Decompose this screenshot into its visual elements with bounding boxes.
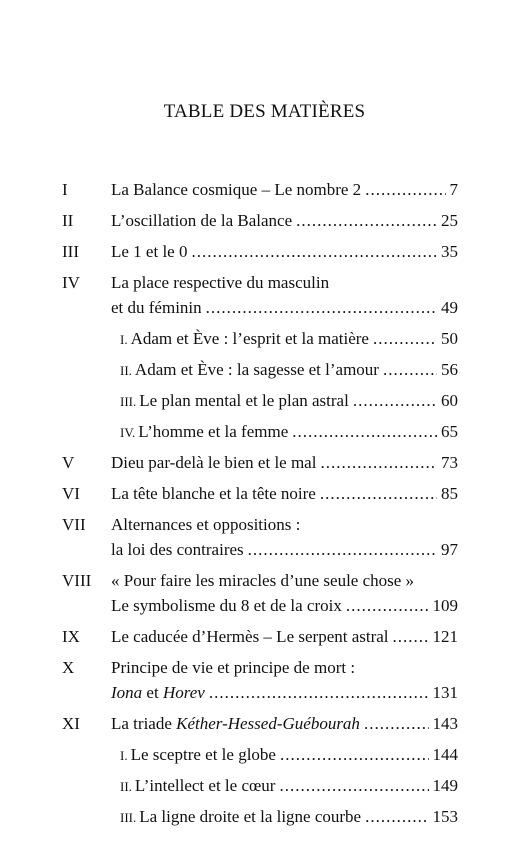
leader-dots (279, 773, 428, 798)
chapter-number: III (62, 242, 79, 261)
leader-dots (320, 450, 437, 475)
leader-dots (346, 593, 429, 618)
chapter-title: La tête blanche et la tête noire (111, 484, 316, 503)
toc-entry (62, 208, 458, 233)
page-number: 97 (441, 540, 458, 559)
page-number: 143 (432, 714, 458, 733)
leader-dots (296, 208, 437, 233)
toc-entry (62, 624, 458, 649)
toc-subentry (62, 742, 458, 768)
chapter-number: VIII (62, 571, 92, 590)
page-number: 7 (449, 180, 458, 199)
toc-subentry (62, 388, 458, 414)
page-number: 121 (432, 627, 458, 646)
chapter-number: VI (62, 484, 80, 503)
page-number: 60 (441, 391, 458, 410)
chapter-number: I (62, 180, 68, 199)
section-title: Le sceptre et le globe (130, 745, 276, 764)
chapter-title: Le 1 et le 0 (111, 242, 188, 261)
leader-dots (292, 419, 437, 444)
chapter-title-continued: la loi des contraires (111, 540, 244, 559)
chapter-number: II (62, 211, 74, 230)
leader-dots (365, 177, 445, 202)
leader-dots (353, 388, 437, 413)
leader-dots (393, 624, 429, 649)
toc-entry (62, 481, 458, 506)
section-title: Adam et Ève : la sagesse et l’amour (134, 360, 379, 379)
page-number: 35 (441, 242, 458, 261)
toc-entry (62, 270, 458, 320)
toc-subentry (62, 804, 458, 830)
leader-dots (365, 804, 428, 829)
page-number: 56 (441, 360, 458, 379)
page-number: 131 (432, 683, 458, 702)
page-number: 109 (432, 596, 458, 615)
page-number: 73 (441, 453, 458, 472)
leader-dots (206, 295, 437, 320)
toc-subentry (62, 419, 458, 445)
page-number: 50 (441, 329, 458, 348)
page-number: 149 (432, 776, 458, 795)
page-number: 49 (441, 298, 458, 317)
chapter-title: Alternances et oppositions : (111, 515, 301, 534)
chapter-title: Le caducée d’Hermès – Le serpent astral (111, 627, 389, 646)
chapter-number: V (62, 453, 75, 472)
section-number: III. (120, 810, 137, 825)
toc-entry (62, 512, 458, 562)
page-number: 65 (441, 422, 458, 441)
leader-dots (383, 357, 437, 382)
section-title: Adam et Ève : l’esprit et la matière (130, 329, 369, 348)
chapter-title: Principe de vie et principe de mort : (111, 658, 356, 677)
leader-dots (248, 537, 437, 562)
chapter-number: VII (62, 515, 86, 534)
section-number: I. (120, 748, 128, 763)
toc-entry (62, 568, 458, 618)
toc-entry (62, 239, 458, 264)
chapter-title: Dieu par-delà le bien et le mal (111, 453, 317, 472)
section-title: L’intellect et le cœur (134, 776, 276, 795)
section-title: Le plan mental et le plan astral (139, 391, 349, 410)
section-number: II. (120, 363, 132, 378)
chapter-title: La triade Kéther-Hessed-Guébourah (111, 714, 360, 733)
chapter-number: IV (62, 273, 80, 292)
table-of-contents (62, 177, 458, 835)
toc-subentry (62, 326, 458, 352)
chapter-title: La place respective du masculin (111, 273, 330, 292)
page-number: 85 (441, 484, 458, 503)
section-title: L’homme et la femme (138, 422, 289, 441)
toc-subentry (62, 357, 458, 383)
section-title: La ligne droite et la ligne courbe (139, 807, 362, 826)
page-title: TABLE DES MATIÈRES (163, 101, 366, 122)
toc-entry (62, 655, 458, 705)
chapter-title: L’oscillation de la Balance (111, 211, 293, 230)
toc-entry (62, 177, 458, 202)
chapter-number: X (62, 658, 75, 677)
section-number: III. (120, 394, 137, 409)
leader-dots (373, 326, 437, 351)
chapter-title: La Balance cosmique – Le nombre 2 (111, 180, 362, 199)
chapter-title-continued: Iona et Horev (111, 683, 205, 702)
leader-dots (280, 742, 429, 767)
toc-subentry (62, 773, 458, 799)
chapter-number: XI (62, 714, 80, 733)
chapter-title-continued: et du féminin (111, 298, 202, 317)
leader-dots (191, 239, 437, 264)
leader-dots (320, 481, 437, 506)
section-number: IV. (120, 425, 136, 440)
chapter-title-continued: Le symbolisme du 8 et de la croix (111, 596, 342, 615)
toc-entry (62, 450, 458, 475)
page-number: 25 (441, 211, 458, 230)
chapter-number: IX (62, 627, 80, 646)
section-number: I. (120, 332, 128, 347)
chapter-title: « Pour faire les miracles d’une seule chose » (111, 571, 415, 590)
section-number: II. (120, 779, 132, 794)
leader-dots (209, 680, 429, 705)
page-number: 144 (432, 745, 458, 764)
leader-dots (364, 711, 429, 736)
page-number: 153 (432, 807, 458, 826)
toc-entry (62, 711, 458, 736)
